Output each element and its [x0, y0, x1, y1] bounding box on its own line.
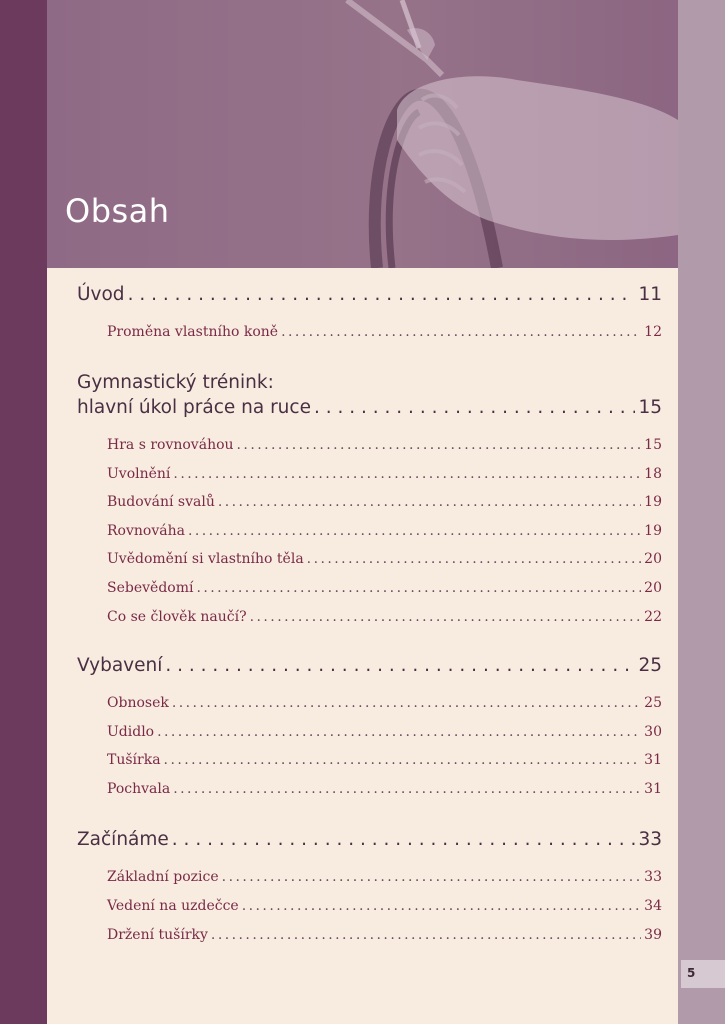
toc-entry-drzeni[interactable] [107, 927, 662, 943]
dot-leader [250, 609, 642, 625]
toc-entry-label: Tušírka [107, 752, 161, 768]
toc-entry-label: Uvolnění [107, 466, 171, 482]
dot-leader [173, 781, 641, 797]
toc-entry-label: Držení tušírky [107, 927, 208, 943]
dot-leader [165, 655, 635, 676]
dot-leader [164, 752, 642, 768]
toc-entry-hra[interactable] [107, 437, 662, 453]
toc-entry-label: Udidlo [107, 724, 155, 740]
toc-entry-page: 20 [644, 551, 662, 567]
toc-entry-page: 11 [638, 284, 662, 305]
toc-entry-uvod[interactable] [77, 284, 662, 305]
left-margin-band [0, 0, 47, 1024]
dot-leader [128, 284, 636, 305]
toc-entry-page: 20 [644, 580, 662, 596]
dot-leader [188, 523, 641, 539]
toc-entry-page: 39 [644, 927, 662, 943]
dot-leader [314, 397, 635, 418]
toc-entry-page: 31 [644, 752, 662, 768]
toc-entry-zakladni[interactable] [107, 869, 662, 885]
toc-entry-page: 33 [644, 869, 662, 885]
toc-entry-rovnovaha[interactable] [107, 523, 662, 539]
header-banner [47, 0, 678, 268]
dot-leader [237, 437, 642, 453]
right-margin-band [678, 0, 725, 1024]
toc-entry-page: 25 [644, 695, 662, 711]
toc-entry-tusirka[interactable] [107, 752, 662, 768]
toc-entry-vybaveni[interactable] [77, 655, 662, 676]
dot-leader [281, 324, 641, 340]
toc-entry-label: Co se člověk naučí? [107, 609, 247, 625]
toc-entry-uvolneni[interactable] [107, 466, 662, 482]
toc-entry-page: 30 [644, 724, 662, 740]
dot-leader [242, 898, 641, 914]
dot-leader [222, 869, 642, 885]
toc-entry-vedeni[interactable] [107, 898, 662, 914]
toc-entry-label: Vybavení [77, 655, 163, 676]
page-number-tab: 5 [681, 960, 725, 988]
toc-entry-budovani[interactable] [107, 494, 662, 510]
toc-entry-label: Základní pozice [107, 869, 219, 885]
toc-entry-label: Rovnováha [107, 523, 185, 539]
toc-entry-obnosek[interactable] [107, 695, 662, 711]
toc-entry-uvedomeni[interactable] [107, 551, 662, 567]
toc-entry-co-se[interactable] [107, 609, 662, 625]
toc-entry-label: Budování svalů [107, 494, 215, 510]
toc-entry-label: hlavní úkol práce na ruce [77, 397, 311, 418]
toc-entry-gymnasticky-line1: Gymnastický trénink: [77, 372, 274, 393]
dot-leader [157, 724, 641, 740]
toc-entry-page: 31 [644, 781, 662, 797]
dot-leader [211, 927, 641, 943]
toc-entry-label: Úvod [77, 284, 125, 305]
toc-entry-label: Sebevědomí [107, 580, 194, 596]
toc-entry-label: Pochvala [107, 781, 171, 797]
toc-entry-label: Začínáme [77, 829, 169, 850]
toc-entry-page: 12 [644, 324, 662, 340]
toc-entry-page: 15 [644, 437, 662, 453]
dot-leader [172, 829, 636, 850]
toc-entry-label: Proměna vlastního koně [107, 324, 279, 340]
page-title: Obsah [65, 192, 170, 230]
toc-entry-page: 19 [644, 494, 662, 510]
toc-entry-page: 15 [638, 397, 662, 418]
dot-leader [218, 494, 641, 510]
toc-entry-page: 19 [644, 523, 662, 539]
dot-leader [307, 551, 642, 567]
toc-entry-sebevedomi[interactable] [107, 580, 662, 596]
toc-entry-label: Uvědomění si vlastního těla [107, 551, 304, 567]
toc-entry-label: Obnosek [107, 695, 169, 711]
toc-entry-pochvala[interactable] [107, 781, 662, 797]
toc-entry-page: 25 [638, 655, 662, 676]
toc-entry-label: Hra s rovnováhou [107, 437, 234, 453]
toc-entry-udidlo[interactable] [107, 724, 662, 740]
toc-entry-page: 34 [644, 898, 662, 914]
toc-entry-page: 33 [638, 829, 662, 850]
toc-entry-page: 22 [644, 609, 662, 625]
dot-leader [196, 580, 641, 596]
dot-leader [172, 695, 641, 711]
toc-entry-label: Vedení na uzdečce [107, 898, 239, 914]
toc-entry-gymnasticky[interactable] [77, 397, 662, 418]
toc-entry-promena[interactable] [107, 324, 662, 340]
dot-leader [173, 466, 641, 482]
toc-entry-page: 18 [644, 466, 662, 482]
toc-entry-zaciname[interactable] [77, 829, 662, 850]
